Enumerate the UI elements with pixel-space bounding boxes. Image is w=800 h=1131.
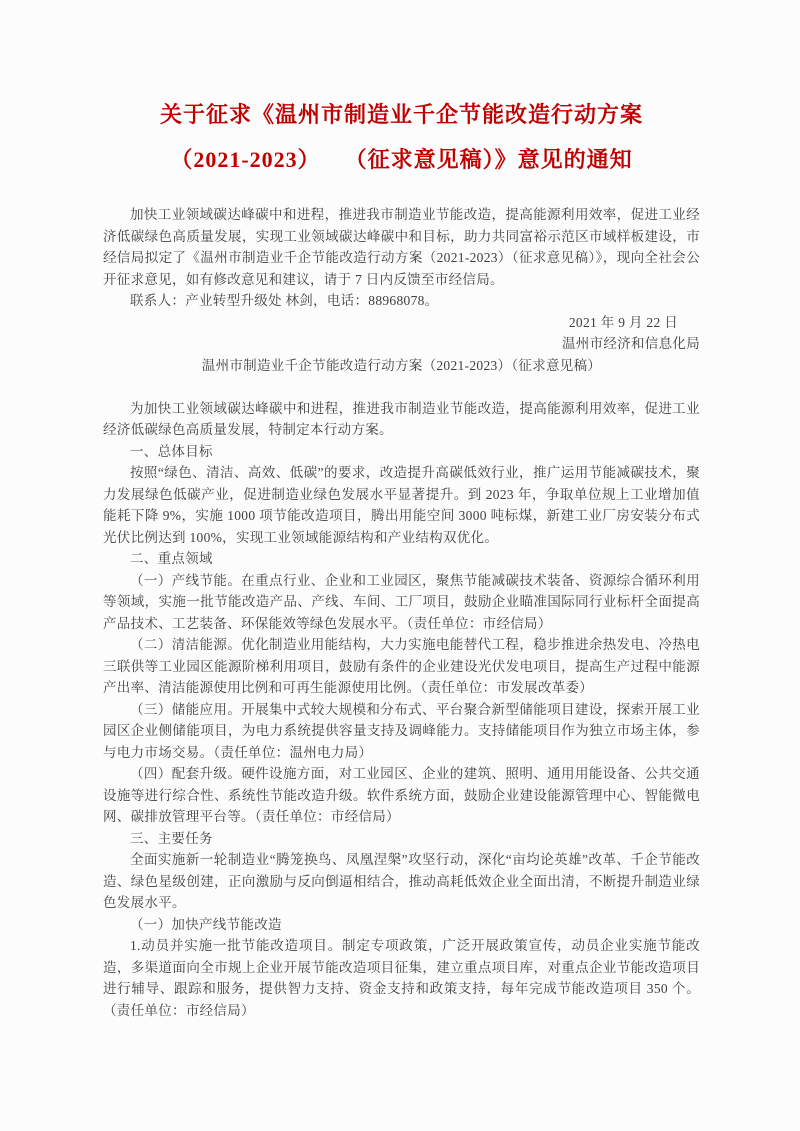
section-2-item-1: （一）产线节能。在重点行业、企业和工业园区，聚焦节能减碳技术装备、资源综合循环利用等领域，实施一批节能改造产品、产线、车间、工厂项目，鼓励企业瞄准国际同行业标杆全面提高产品技术、工艺装备、环保能效等绿色发展水平。（责任单位：市经信局） <box>103 572 700 631</box>
section-2-item-4: （四）配套升级。硬件设施方面，对工业园区、企业的建筑、照明、通用用能设备、公共交通设施等进行综合性、系统性节能改造升级。软件系统方面，鼓励企业建设能源管理中心、智能微电网、碳排放管理平台等。（责任单位：市经信局） <box>103 766 700 824</box>
plan-heading: 温州市制造业千企节能改造行动方案（2021-2023）（征求意见稿） <box>201 357 602 373</box>
section-3-body: 全面实施新一轮制造业“腾笼换鸟、凤凰涅槃”攻坚行动，深化“亩均论英雄”改革、千企节能改造、绿色星级创建，正向激励与反向倒逼相结合，推动高耗低效企业全面出清，不断提升制造业绿色发展水平。 <box>103 852 700 910</box>
contact-line: 联系人：产业转型升级处 林剑，电话：88968078。 <box>130 293 439 308</box>
blank-line <box>103 376 700 398</box>
section-1-body: 按照“绿色、清洁、高效、低碳”的要求，改造提升高碳低效行业，推广运用节能减碳技术，聚力发展绿色低碳产业，促进制造业绿色发展水平显著提升。到 2023 年，争取单位规上工业增加值能耗下降 9%，实施 1000 项节能改造项目，腾出用能空间 3000 吨标煤，新建工业厂房安装分布式光伏比例达到 100%，实现工业领域能源结构和产业结构双优化。 <box>103 465 700 545</box>
section-2-item-3: （三）储能应用。开展集中式较大规模和分布式、平台聚合新型储能项目建设，探索开展工业园区企业侧储能项目，为电力系统提供容量支持及调峰能力。支持储能项目作为独立市场主体，参与电力市场交易。（责任单位：温州电力局） <box>103 701 700 760</box>
section-3-heading: 三、主要任务 <box>130 830 213 846</box>
section-2-heading: 二、重点领域 <box>130 551 213 566</box>
notice-title-line1: 关于征求《温州市制造业千企节能改造行动方案 <box>159 102 643 127</box>
notice-issuer: 温州市经济和信息化局 <box>562 336 700 351</box>
plan-preamble: 为加快工业领域碳达峰碳中和进程，推进我市制造业节能改造，提高能源利用效率，促进工业经济低碳绿色高质量发展，特制定本行动方案。 <box>103 400 700 437</box>
section-2-item-2: （二）清洁能源。优化制造业用能结构，大力实施电能替代工程，稳步推进余热发电、冷热电三联供等工业园区能源阶梯利用项目，鼓励有条件的企业建设光伏发电项目，提高生产过程中能源产出率、清洁能源使用比例和可再生能源使用比例。（责任单位：市发展改革委） <box>103 637 700 695</box>
notice-intro-paragraph: 加快工业领域碳达峰碳中和进程，推进我市制造业节能改造，提高能源利用效率，促进工业经济低碳绿色高质量发展，实现工业领域碳达峰碳中和目标，助力共同富裕示范区市域样板建设，市经信局拟定了《温州市制造业千企节能改造行动方案（2021-2023）（征求意见稿）》，现向全社会公开征求意见，如有修改意见和建议，请于 7 日内反馈至市经信局。 <box>103 207 700 287</box>
section-3-sub-1-task-1: 1.动员并实施一批节能改造项目。制定专项政策，广泛开展政策宣传，动员企业实施节能改造，多渠道面向全市规上企业开展节能改造项目征集，建立重点项目库，对重点企业节能改造项目进行辅导、跟踪和服务，提供智力支持、资金支持和政策支持，每年完成节能改造项目 350 个。（责任单位：市经信局） <box>103 938 700 1018</box>
section-3-sub-1-heading: （一）加快产线节能改造 <box>130 916 282 932</box>
notice-title-line2: （2021-2023） （征求意见稿）》意见的通知 <box>170 147 633 172</box>
notice-date: 2021 年 9 月 22 日 <box>568 314 678 330</box>
notice-title <box>103 92 700 182</box>
section-1-heading: 一、总体目标 <box>130 443 213 459</box>
